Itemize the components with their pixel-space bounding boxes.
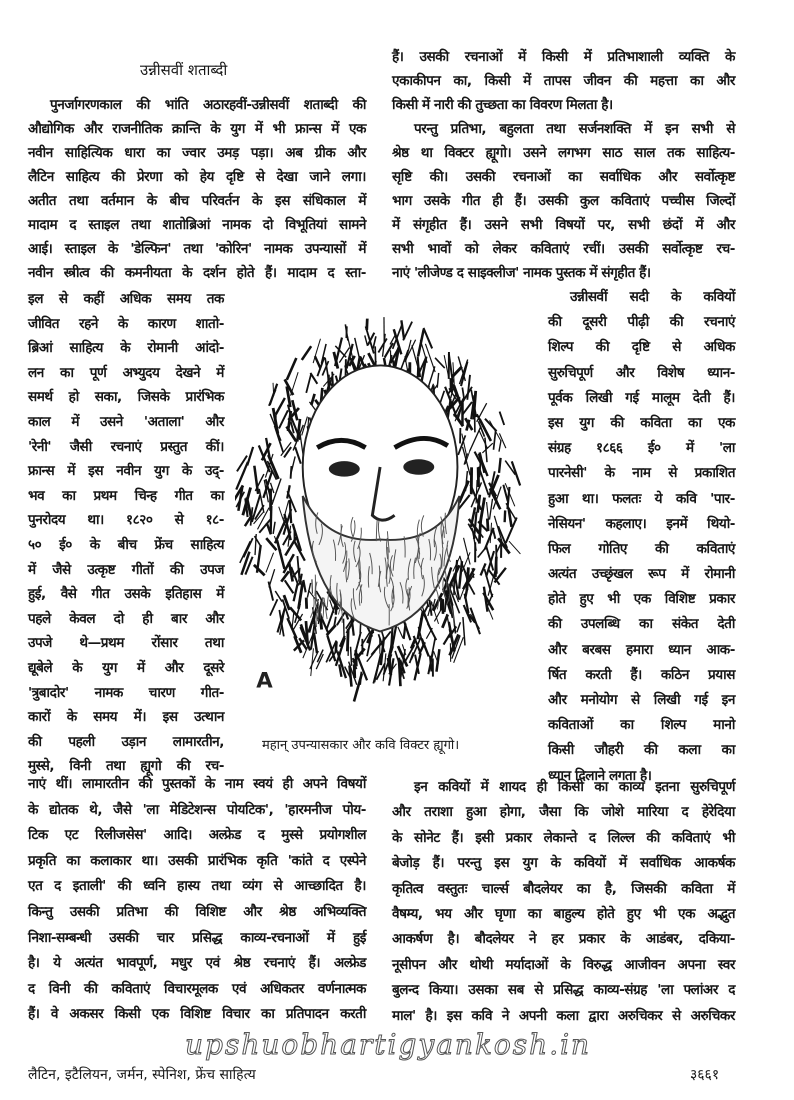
text-line: उन्नीसवीं सदी के कवियों — [570, 289, 735, 305]
text-line: कविताओं का शिल्प मानो — [548, 717, 735, 734]
hatch-stroke — [395, 347, 399, 367]
text-line: जीवित रहने के कारण शातो- — [28, 315, 224, 332]
text-line: सृष्टि की। उसकी रचनाओं का सर्वाधिक और सर्वोत्कृष्ट — [392, 169, 735, 185]
text-line: सभी भावों को लेकर कविताएं रचीं। उसकी सर्वोत्कृष्ट रच- — [392, 241, 735, 257]
text-line: काल में उसने 'अताला' और — [28, 413, 224, 430]
text-line: भाग उसके गीत ही हैं। उसकी कुल कविताएं पच्चीस जिल्दों — [392, 193, 735, 209]
hatch-stroke — [505, 510, 506, 522]
hatch-stroke — [430, 656, 431, 672]
hatch-stroke — [469, 584, 475, 595]
text-line: 'त्रुबादोर' नामक चारण गीत- — [28, 684, 224, 701]
page-number: ३६६१ — [690, 1067, 720, 1083]
left-column-bottom-text — [28, 772, 366, 1028]
text-line: इन कवियों में शायद ही किसी का काव्य इतना सुरुचिपूर्ण — [414, 779, 735, 795]
beard-stroke — [315, 575, 316, 596]
hatch-stroke — [487, 519, 488, 532]
text-line: की दूसरी पीढ़ी की रचनाएं — [548, 314, 735, 331]
text-line: बुलन्द किया। उसका सब से प्रसिद्ध काव्य-संग्रह 'ला फ्लांअर द — [392, 982, 735, 999]
artist-monogram: A — [256, 668, 273, 694]
left-column-top-text — [28, 93, 366, 285]
hatch-stroke — [459, 561, 462, 589]
text-line: आकर्षण है। बौदलेयर ने हर प्रकार के आडंबर, दकिया- — [392, 931, 735, 948]
text-line: होते हुए भी एक विशिष्ट प्रकार — [548, 591, 735, 608]
hatch-stroke — [401, 320, 404, 339]
text-line: एत द इताली' की ध्वनि हास्य तथा व्यंग से आच्छादित है। — [28, 878, 366, 895]
text-line: नाएं 'लीजेण्ड द साइक्लीज' नामक पुस्तक में संगृहीत हैं। — [392, 265, 651, 281]
text-line: ब्रिआं साहित्य के रोमानी आंदो- — [28, 340, 224, 357]
text-line: की पहली उड़ान लामारतीन, — [28, 733, 224, 750]
text-line: उपजे थे—प्रथम रोंसार तथा — [28, 635, 224, 652]
hatch-stroke — [463, 617, 465, 645]
text-line: अत्यंत उच्छृंखल रूप में रोमानी — [548, 566, 735, 583]
text-line: एकाकीपन का, किसी में तापस जीवन की महत्ता का और — [392, 73, 735, 89]
text-line: नवीन स्त्रीत्व की कमनीयता के दर्शन होते हैं। मादाम द स्ता- — [28, 265, 366, 281]
hatch-stroke — [482, 443, 492, 453]
hatch-stroke — [314, 633, 317, 653]
hatch-stroke — [279, 410, 288, 428]
hatch-stroke — [284, 447, 291, 457]
text-line: कारों के समय में। इस उत्थान — [28, 709, 224, 726]
hatch-stroke — [478, 546, 487, 557]
hatch-stroke — [295, 447, 301, 463]
text-line: टिक एट रिलीजसेस' आदि। अल्फ्रेड द मुस्से प्रयोगशील — [28, 827, 366, 844]
text-line: समर्थ हो सका, जिसके प्रारंभिक — [28, 389, 224, 406]
hatch-stroke — [399, 658, 401, 686]
hatch-stroke — [465, 471, 467, 491]
hatch-stroke — [462, 388, 464, 398]
text-line: पारनेसी' के नाम से प्रकाशित — [548, 465, 735, 482]
text-line: र्षित करती हैं। कठिन प्रयास — [548, 666, 735, 683]
hatch-stroke — [355, 338, 360, 362]
right-column-top-text — [392, 45, 735, 285]
hatch-stroke — [457, 622, 461, 632]
hatch-stroke — [499, 440, 501, 451]
text-line: में संगृहीत हैं। उसने सभी विषयों पर, सभी छंदों में और — [392, 217, 735, 233]
hatch-stroke — [462, 402, 472, 415]
hatch-stroke — [471, 608, 481, 634]
running-footer-title: लैटिन, इटैलियन, जर्मन, स्पेनिश, फ्रेंच साहित्य — [28, 1067, 256, 1083]
text-line: शिल्प की दृष्टि से अधिक — [548, 339, 735, 356]
text-line: पुनरोदय था। १८२० से १८- — [28, 512, 224, 529]
text-line: कृतित्व वस्तुतः चार्ल्स बौदलेयर का है, जिसकी कविता में — [392, 880, 735, 897]
text-line: किसी जौहरी की कला का — [548, 742, 735, 759]
text-line: लन का पूर्ण अभ्युदय देखने में — [28, 364, 224, 381]
hatch-stroke — [273, 522, 275, 534]
hatch-stroke — [294, 583, 298, 601]
hatch-stroke — [423, 328, 432, 348]
text-line: 'रेनी' जैसी रचनाएं प्रस्तुत कीं। — [28, 438, 224, 455]
text-line: हुआ था। फलतः ये कवि 'पार- — [548, 490, 735, 507]
text-line: मुस्से, विनी तथा ह्यूगो की रच- — [28, 758, 224, 775]
text-line: किसी में नारी की तुच्छता का विवरण मिलता है। — [392, 97, 613, 113]
hatch-stroke — [287, 358, 297, 380]
hatch-stroke — [398, 627, 403, 638]
text-line: ध्यान दिलाने लगता है। — [548, 767, 652, 784]
hatch-stroke — [269, 582, 274, 601]
text-line: हुई, वैसे गीत उसके इतिहास में — [28, 586, 224, 603]
hatch-stroke — [270, 599, 277, 615]
text-line: परन्तु प्रतिभा, बहुलता तथा सर्जनशक्ति में इन सभी से — [414, 121, 735, 137]
text-line: प्रकृति का कलाकार था। उसकी प्रारंभिक कृति 'कांते द एस्पेने — [28, 852, 366, 869]
text-line: लैटिन साहित्य की प्रेरणा को हेय दृष्टि से देखा जाने लगा। — [28, 169, 366, 185]
text-line: और बरबस हमारा ध्यान आक- — [548, 641, 735, 658]
hatch-stroke — [509, 541, 520, 554]
text-line: ५० ई० के बीच फ्रेंच साहित्य — [28, 536, 224, 553]
hatch-stroke — [493, 430, 495, 450]
text-line: हैं। उसकी रचनाओं में किसी में प्रतिभाशाली व्यक्ति के — [392, 49, 735, 65]
text-line: मादाम द स्ताइल तथा शातोब्रिआं नामक दो विभूतियां सामने — [28, 217, 366, 233]
portrait-left-eye — [329, 461, 360, 476]
hatch-stroke — [422, 611, 431, 630]
text-line: पुनर्जागरणकाल की भांति अठारहवीं-उन्नीसवीं शताब्दी की — [50, 97, 366, 113]
text-line: और मनोयोग से लिखी गई इन — [548, 692, 735, 708]
text-line: इल से कहीं अधिक समय तक — [28, 291, 224, 307]
hatch-stroke — [254, 565, 265, 575]
text-line: नेसियन' कहलाए। इनमें थियो- — [548, 515, 735, 532]
text-line: की उपलब्धि का संकेत देती — [548, 616, 735, 633]
text-line: द्यूबेले के युग में और दूसरे — [28, 659, 224, 676]
hatch-stroke — [366, 326, 374, 353]
victor-hugo-portrait-illustration — [235, 298, 530, 723]
hatch-stroke — [266, 553, 274, 573]
text-line: भव का प्रथम चिन्ह गीत का — [28, 487, 224, 504]
hatch-stroke — [487, 502, 489, 520]
text-line: आई। स्ताइल के 'डेल्फिन' तथा 'कोरिन' नामक उपन्यासों में — [28, 241, 366, 257]
hatch-stroke — [315, 356, 320, 368]
hatch-stroke — [347, 629, 348, 651]
hatch-stroke — [489, 499, 492, 520]
hatch-stroke — [306, 373, 311, 392]
hatch-stroke — [269, 390, 276, 406]
hatch-stroke — [266, 538, 276, 550]
hatch-stroke — [512, 461, 520, 485]
hatch-stroke — [485, 419, 497, 432]
section-heading: उन्नीसवीं शताब्दी — [140, 61, 228, 79]
text-line: औद्योगिक और राजनीतिक क्रान्ति के युग में भी फ्रान्स में एक — [28, 121, 366, 137]
left-column-wrap-text — [28, 287, 224, 779]
hatch-stroke — [499, 458, 501, 473]
text-line: के सोनेट हैं। इसी प्रकार लेकान्ते द लिल्ल की कविताएं भी — [392, 829, 735, 846]
hatch-stroke — [365, 335, 368, 346]
text-line: नूसीपन और थोथी मर्यादाओं के विरुद्ध आजीवन अपना स्वर — [392, 956, 735, 973]
right-column-bottom-text — [392, 775, 735, 1029]
text-line: सुरुचिपूर्ण और विशेष ध्यान- — [548, 364, 735, 381]
hatch-stroke — [500, 412, 505, 425]
hatch-stroke — [480, 498, 484, 524]
text-line: बेजोड़ हैं। परन्तु इस युग के कवियों में सर्वाधिक आकर्षक — [392, 855, 735, 872]
text-line: नाएं थीं। लामारतीन की पुस्तकों के नाम स्वयं ही अपने विषयों — [28, 776, 366, 792]
hatch-stroke — [281, 571, 289, 581]
text-line: अतीत तथा वर्तमान के बीच परिवर्तन के इस संधिकाल में — [28, 193, 366, 209]
text-line: निशा-सम्बन्धी उसकी चार प्रसिद्ध काव्य-रचनाओं में हुई — [28, 929, 366, 946]
text-line: पूर्वक लिखी गई मालूम देती हैं। — [548, 389, 735, 406]
text-line: फ्रान्स में इस नवीन युग के उद्- — [28, 463, 224, 480]
right-column-wrap-text — [548, 285, 735, 789]
hatch-stroke — [302, 346, 311, 360]
text-line: वैषम्य, भय और घृणा का बाहुल्य होते हुए भी एक अद्भुत — [392, 905, 735, 922]
hatch-stroke — [311, 394, 314, 405]
hatch-stroke — [303, 580, 305, 592]
text-line: फिल गोतिए की कविताएं — [548, 540, 735, 557]
text-line: द विनी की कविताएं विचारमूलक एवं अधिकतर वर्णनात्मक — [28, 980, 366, 997]
hatch-stroke — [276, 398, 285, 414]
text-line: हैं। वे अकसर किसी एक विशिष्ट विचार का प्रतिपादन करती — [28, 1006, 366, 1023]
hatch-stroke — [435, 358, 445, 368]
hatch-stroke — [356, 650, 357, 666]
portrait-caption: महान् उपन्यासकार और कवि विक्टर ह्यूगो। — [262, 738, 460, 753]
watermark: upshuobhartigyankosh.in — [185, 1028, 592, 1061]
text-line: किन्तु उसकी प्रतिभा की विशिष्ट और श्रेष्ठ अभिव्यक्ति — [28, 903, 366, 920]
hatch-stroke — [418, 329, 424, 356]
text-line: में जैसे उत्कृष्ट गीतों की उपज — [28, 561, 224, 578]
text-line: और तराशा हुआ होगा, जैसा कि जोशे मारिया द हेरेदिया — [392, 804, 735, 821]
hatch-stroke — [285, 580, 294, 593]
text-line: पहले केवल दो ही बार और — [28, 610, 224, 627]
hatch-stroke — [351, 647, 352, 666]
text-line: इस युग की कविता का एक — [548, 414, 735, 431]
text-line: माल' है। इस कवि ने अपनी कला द्वारा अरुचिकर से अरुचिकर — [392, 1007, 735, 1024]
hatch-stroke — [461, 362, 467, 386]
hatch-stroke — [467, 375, 470, 400]
text-line: के द्योतक थे, जैसे 'ला मेडिटेशन्स पोयटिक', 'हारमनीज पोय- — [28, 801, 366, 818]
hatch-stroke — [275, 426, 284, 453]
text-line: संग्रह १८६६ ई० में 'ला — [548, 440, 735, 457]
hatch-stroke — [291, 466, 292, 479]
text-line: श्रेष्ठ था विक्टर ह्यूगो। उसने लगभग साठ साल तक साहित्य- — [392, 145, 735, 161]
hatch-stroke — [496, 545, 497, 574]
portrait-right-eye — [403, 459, 434, 474]
hatch-stroke — [442, 615, 447, 628]
text-line: नवीन साहित्यिक धारा का ज्वार उमड़ पड़ा। अब ग्रीक और — [28, 145, 366, 161]
text-line: है। ये अत्यंत भावपूर्ण, मधुर एवं श्रेष्ठ रचनाएं हैं। अल्फ्रेड — [28, 955, 366, 972]
